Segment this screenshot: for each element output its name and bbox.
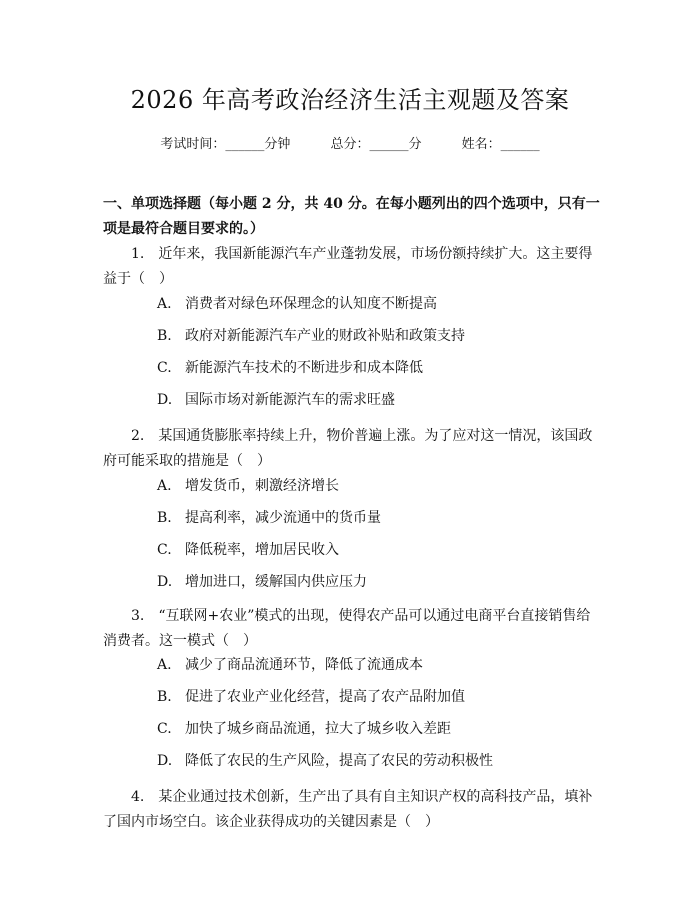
option-letter: D.	[157, 392, 173, 408]
option-text: 增发货币，刺激经济增长	[185, 478, 339, 494]
question-2-option-a	[157, 476, 339, 496]
option-letter: C.	[157, 721, 172, 737]
question-2: 2. 某国通货膨胀率持续上升，物价普遍上涨。为了应对这一情况，该国政府可能采取的措施是（ ）	[103, 428, 593, 469]
question-1: 1. 近年来，我国新能源汽车产业蓬勃发展，市场份额持续扩大。这主要得益于（ ）	[103, 246, 593, 287]
section-title: 一、单项选择题（每小题 2 分，共 40 分。在每小题列出的四个选项中，只有一项是最符合题目要求的。）	[103, 196, 600, 237]
exam-meta	[0, 133, 700, 152]
question-1-option-a	[157, 294, 437, 314]
option-text: 国际市场对新能源汽车的需求旺盛	[185, 392, 395, 408]
page-title: 2026 年高考政治经济生活主观题及答案	[130, 86, 570, 114]
exam-time: 考试时间：______分钟	[160, 137, 291, 152]
question-3-option-b	[157, 687, 465, 707]
question-1-option-c	[157, 358, 423, 378]
option-text: 提高利率，减少流通中的货币量	[185, 510, 381, 526]
option-letter: D.	[157, 574, 173, 590]
option-letter: A.	[157, 657, 172, 673]
question-2-option-b	[157, 508, 381, 528]
question-3-option-c	[157, 719, 451, 739]
question-3-option-d	[157, 751, 493, 771]
option-text: 新能源汽车技术的不断进步和成本降低	[185, 360, 423, 376]
option-letter: A.	[157, 478, 172, 494]
question-1-option-d	[157, 390, 395, 410]
question-4: 4. 某企业通过技术创新，生产出了具有自主知识产权的高科技产品，填补了国内市场空白。该企业获得成功的关键因素是（ ）	[103, 789, 593, 830]
option-text: 消费者对绿色环保理念的认知度不断提高	[185, 296, 437, 312]
option-text: 政府对新能源汽车产业的财政补贴和政策支持	[185, 328, 465, 344]
option-text: 促进了农业产业化经营，提高了农产品附加值	[185, 689, 465, 705]
option-letter: B.	[157, 510, 172, 526]
question-3-option-a	[157, 655, 423, 675]
option-letter: B.	[157, 328, 172, 344]
question-1-option-b	[157, 326, 465, 346]
question-2-option-c	[157, 540, 339, 560]
question-2-option-d	[157, 572, 367, 592]
option-letter: C.	[157, 542, 172, 558]
option-letter: D.	[157, 753, 173, 769]
option-letter: C.	[157, 360, 172, 376]
exam-student-name: 姓名：______	[461, 137, 540, 152]
option-text: 减少了商品流通环节，降低了流通成本	[185, 657, 423, 673]
option-letter: B.	[157, 689, 172, 705]
exam-total-score: 总分：______分	[330, 137, 422, 152]
option-text: 增加进口，缓解国内供应压力	[185, 574, 367, 590]
option-text: 降低了农民的生产风险，提高了农民的劳动积极性	[185, 753, 493, 769]
option-text: 加快了城乡商品流通，拉大了城乡收入差距	[185, 721, 451, 737]
option-letter: A.	[157, 296, 172, 312]
question-3: 3. “互联网+农业”模式的出现，使得农产品可以通过电商平台直接销售给消费者。这一模式（ ）	[103, 608, 591, 649]
option-text: 降低税率，增加居民收入	[185, 542, 339, 558]
